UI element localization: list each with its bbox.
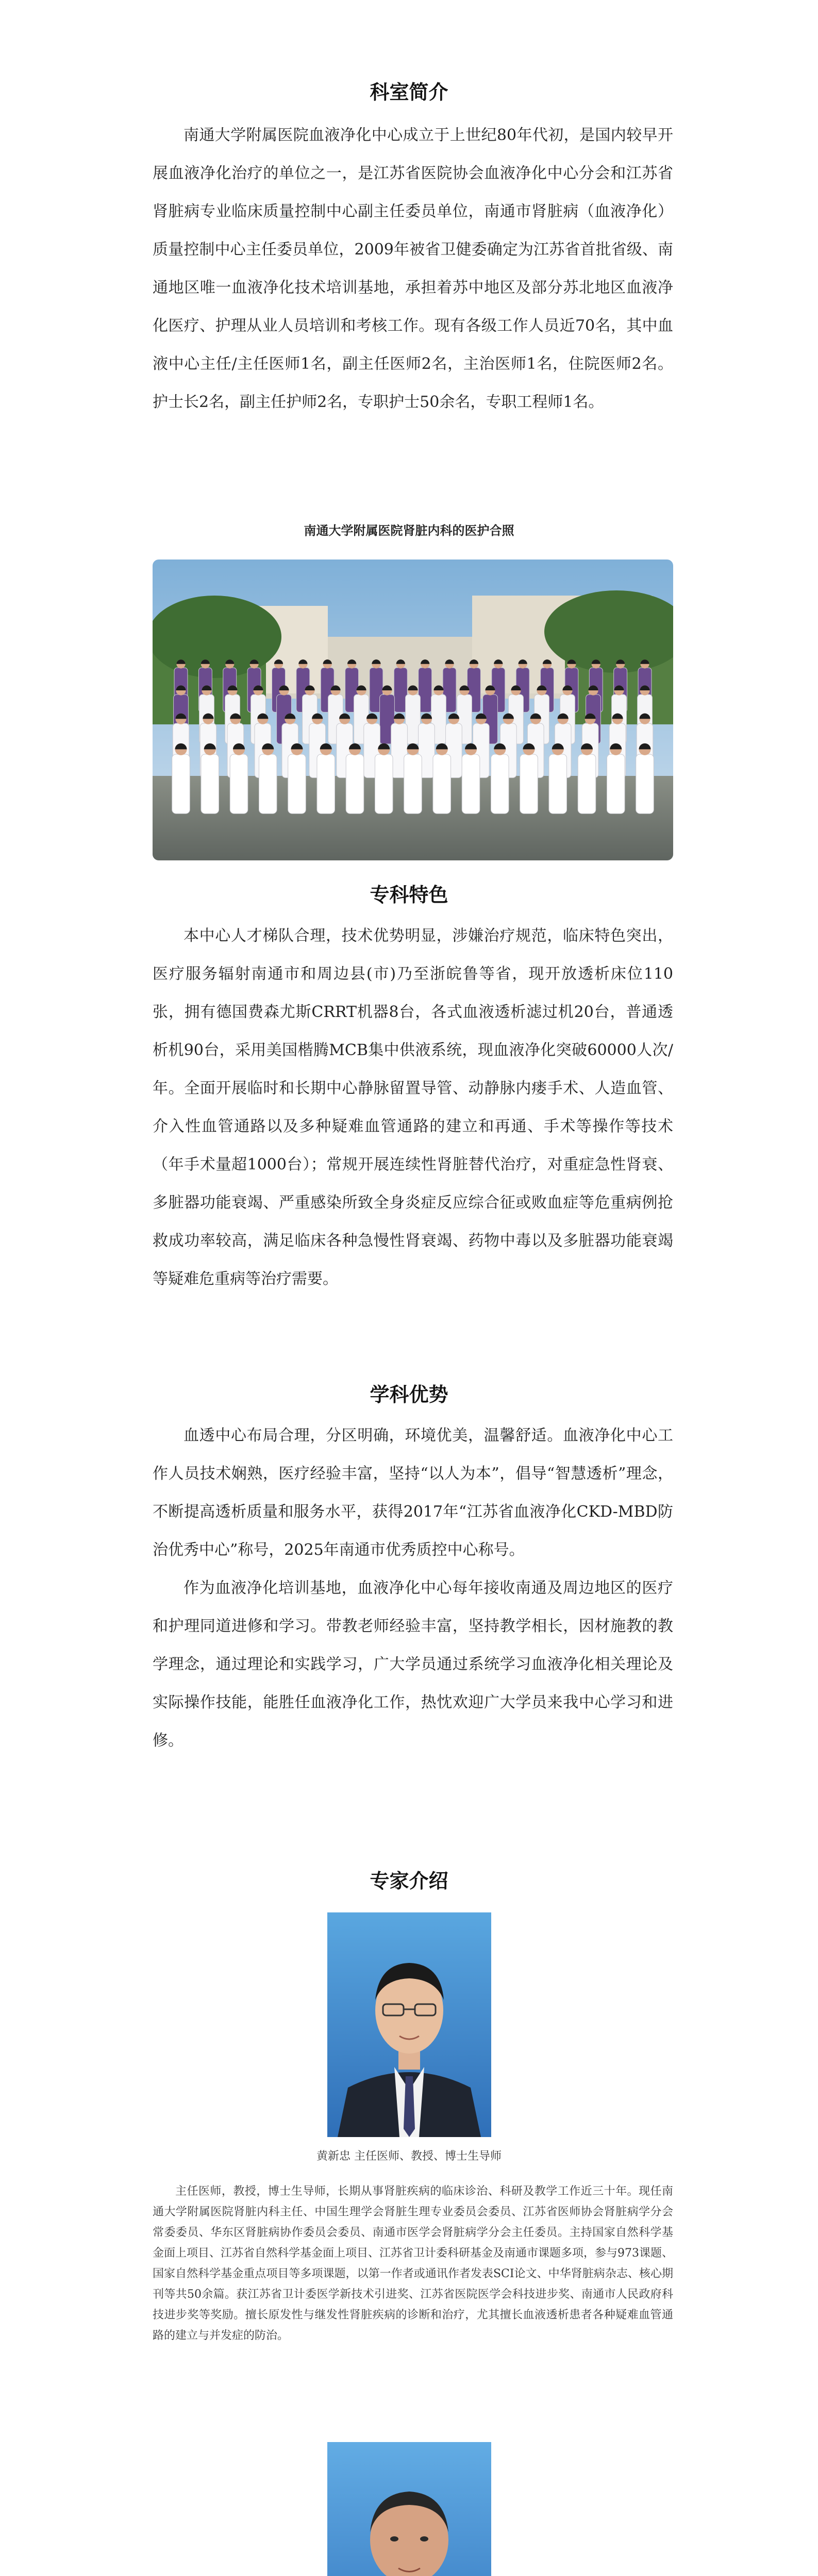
- advantages-paragraph-1: 血透中心布局合理，分区明确，环境优美，温馨舒适。血液净化中心工作人员技术娴熟，医疗经验丰富，坚持“以人为本”，倡导“智慧透析”理念，不断提高透析质量和服务水平，获得2017年“江苏省血液净化CKD-MBD防治优秀中心”称号，2025年南通市优秀质控中心称号。: [153, 1427, 673, 1559]
- features-text: [153, 917, 673, 1298]
- features-title: 专科特色: [370, 884, 448, 906]
- person-body: [404, 754, 422, 814]
- person-body: [433, 754, 451, 814]
- person-body: [288, 754, 306, 814]
- person-body: [578, 754, 596, 814]
- person-body: [406, 694, 421, 744]
- intro-title: 科室简介: [370, 81, 448, 104]
- person-body: [520, 754, 538, 814]
- group-photo: [153, 560, 673, 860]
- person-body: [549, 754, 567, 814]
- person-body: [317, 754, 335, 814]
- person-body: [462, 754, 480, 814]
- features-paragraph: 本中心人才梯队合理，技术优势明显，涉嫌治疗规范，临床特色突出，医疗服务辐射南通市和周边县(市)乃至浙皖鲁等省，现开放透析床位110张，拥有德国费森尤斯CRRT机器8台，各式血液透析滤过机20台，普通透析机90台，采用美国楷腾MCB集中供液系统，现血液净化突破60000人次/年。全面开展临时和长期中心静脉留置导管、动静脉内瘘手术、人造血管、介入性血管通路以及多种疑难血管通路的建立和再通、手术等操作等技术（年手术量超1000台）；常规开展连续性肾脏替代治疗，对重症急性肾衰、多脏器功能衰竭、严重感染所致全身炎症反应综合征或败血症等危重病例抢救成功率较高，满足临床各种急慢性肾衰竭、药物中毒以及多脏器功能衰竭等疑难危重病等治疗需要。: [153, 927, 673, 1288]
- group-photo-caption: 南通大学附属医院肾脏内科的医护合照: [304, 523, 514, 538]
- person-body: [259, 754, 277, 814]
- expert-name-huang: 黄新忠 主任医师、教授、博士生导师: [316, 2150, 502, 2163]
- advantages-text: [153, 1417, 673, 1760]
- expert-photo-dai: [327, 2442, 491, 2576]
- advantages-title: 学科优势: [370, 1383, 448, 1406]
- person-body: [346, 754, 364, 814]
- person-body: [375, 754, 393, 814]
- intro-text: [153, 116, 673, 421]
- intro-paragraph: 南通大学附属医院血液净化中心成立于上世纪80年代初，是国内较早开展血液净化治疗的单位之一，是江苏省医院协会血液净化中心分会和江苏省肾脏病专业临床质量控制中心副主任委员单位，南通市肾脏病（血液净化）质量控制中心主任委员单位，2009年被省卫健委确定为江苏省首批省级、南通地区唯一血液净化技术培训基地，承担着苏中地区及部分苏北地区血液净化医疗、护理从业人员培训和考核工作。现有各级工作人员近70名，其中血液中心主任/主任医师1名，副主任医师2名，主治医师1名，住院医师2名。护士长2名，副主任护师2名，专职护士50余名，专职工程师1名。: [153, 126, 673, 411]
- experts-title: 专家介绍: [370, 1870, 448, 1892]
- advantages-paragraph-2: 作为血液净化培训基地，血液净化中心每年接收南通及周边地区的医疗和护理同道进修和学习。带教老师经验丰富，坚持教学相长，因材施教的教学理念，通过理论和实践学习，广大学员通过系统学习血液净化相关理论及实际操作技能，能胜任血液净化工作，热忱欢迎广大学员来我中心学习和进修。: [153, 1579, 673, 1750]
- person-body: [201, 754, 219, 814]
- person-body: [172, 754, 190, 814]
- person-body: [607, 754, 625, 814]
- expert-photo-huang: [327, 1912, 491, 2137]
- person-body: [491, 754, 509, 814]
- expert-desc-huang: 主任医师，教授，博士生导师，长期从事肾脏疾病的临床诊治、科研及教学工作近三十年。现任南通大学附属医院肾脏内科主任、中国生理学会肾脏生理专业委员会委员、江苏省医师协会肾脏病学分会常委委员、华东区肾脏病协作委员会委员、南通市医学会肾脏病学分会主任委员。主持国家自然科学基金面上项目、江苏省自然科学基金面上项目、江苏省卫计委科研基金及南通市课题多项，参与973课题、国家自然科学基金重点项目等多项课题，以第一作者或通讯作者发表SCI论文、中华肾脏病杂志、核心期刊等共50余篇。获江苏省卫计委医学新技术引进奖、江苏省医院医学会科技进步奖、南通市人民政府科技进步奖等奖励。擅长原发性与继发性肾脏疾病的诊断和治疗，尤其擅长血液透析患者各种疑难血管通路的建立与并发症的防治。: [153, 2185, 673, 2342]
- person-body: [230, 754, 248, 814]
- person-body: [636, 754, 654, 814]
